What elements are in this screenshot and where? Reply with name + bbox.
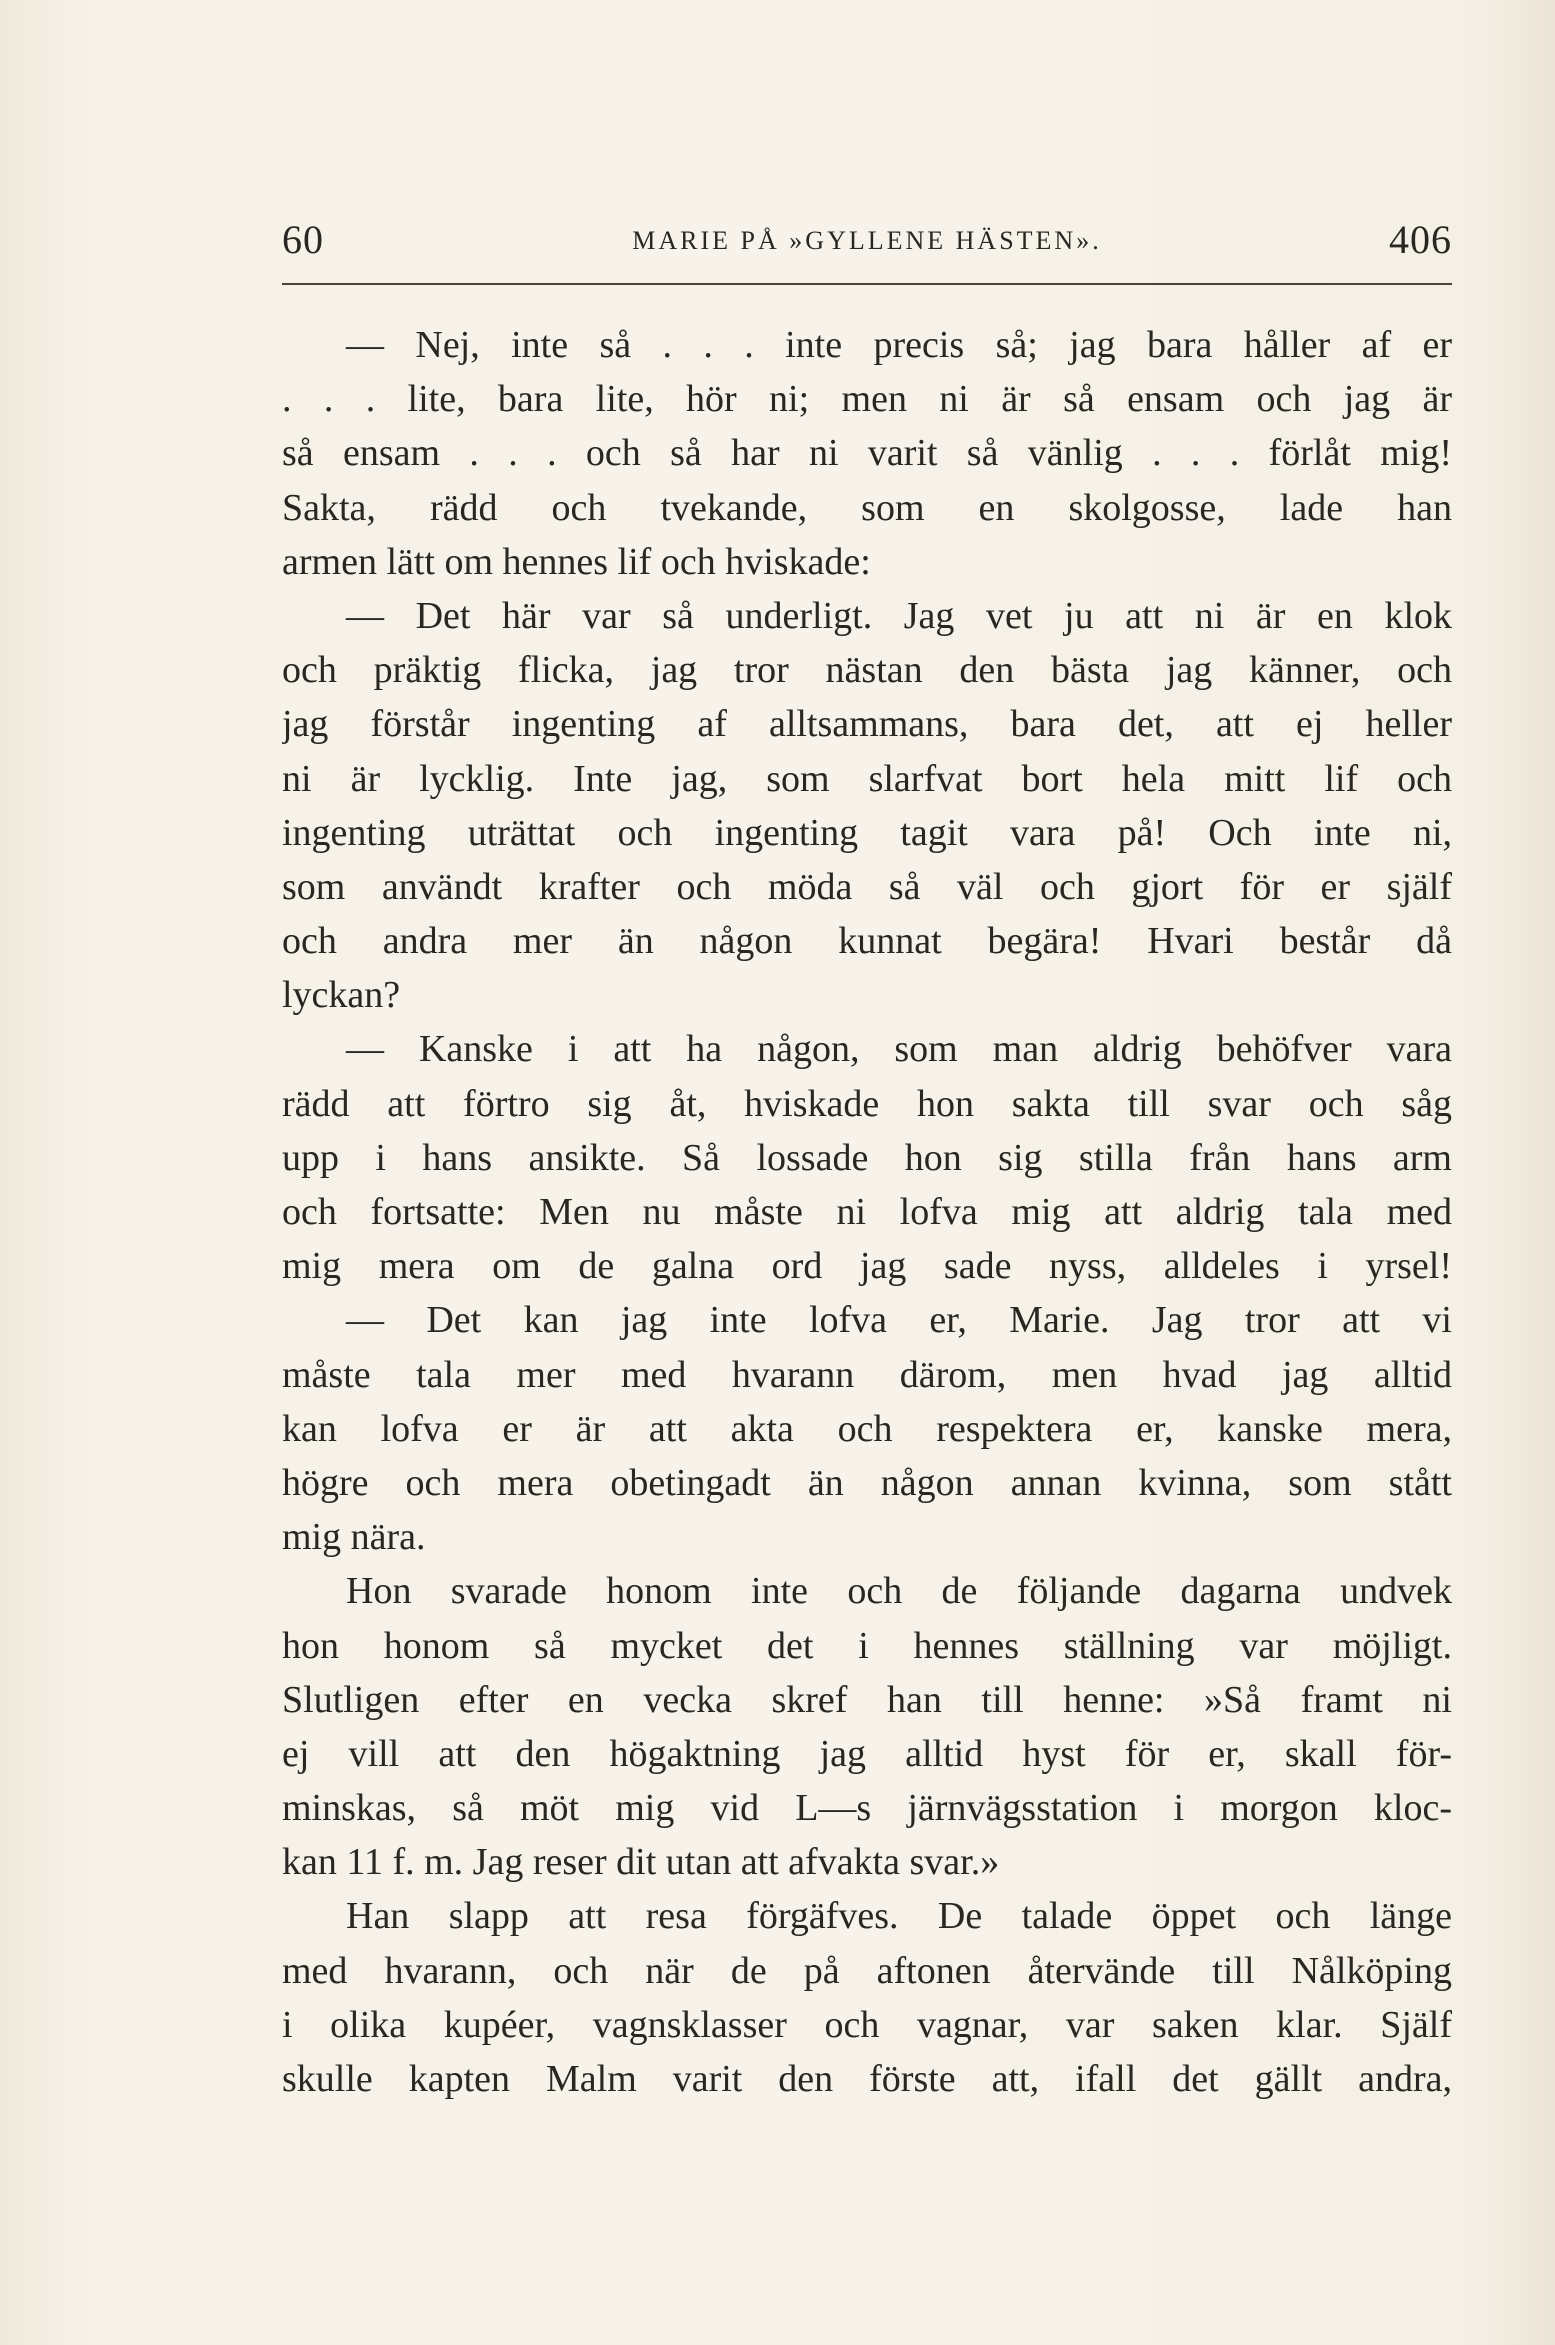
text-line: högre och mera obetingadt än någon annan kvinna, som stått <box>282 1461 1452 1504</box>
text-line: minskas, så möt mig vid L—s järnvägsstation i morgon kloc- <box>282 1787 1452 1830</box>
text-line: ingenting uträttat och ingenting tagit vara på! Och inte ni, <box>282 811 1452 854</box>
text-line: rädd att förtro sig åt, hviskade hon sakta till svar och såg <box>282 1082 1452 1125</box>
sheet-number: 406 <box>1389 217 1452 262</box>
text-line: som användt krafter och möda så väl och gjort för er själf <box>282 865 1452 908</box>
text-line: så ensam . . . och så har ni varit så vänlig . . . förlåt mig! <box>282 432 1452 475</box>
text-line: Hon svarade honom inte och de följande dagarna undvek <box>346 1570 1452 1613</box>
text-line: Han slapp att resa förgäfves. De talade öppet och länge <box>346 1895 1452 1938</box>
text-line: kan lofva er är att akta och respektera er, kanske mera, <box>282 1407 1452 1450</box>
page-number: 60 <box>282 217 324 262</box>
text-line: Slutligen efter en vecka skref han till henne: »Så framt ni <box>282 1678 1452 1721</box>
text-line: skulle kapten Malm varit den förste att, ifall det gällt andra, <box>282 2058 1452 2100</box>
text-line: i olika kupéer, vagnsklasser och vagnar, var saken klar. Själf <box>282 2003 1452 2046</box>
text-line: måste tala mer med hvarann därom, men hvad jag alltid <box>282 1353 1452 1396</box>
text-line: ni är lycklig. Inte jag, som slarfvat bort hela mitt lif och <box>282 757 1452 800</box>
text-line: jag förstår ingenting af alltsammans, bara det, att ej heller <box>282 703 1452 746</box>
body-text <box>282 318 1452 2106</box>
text-line: . . . lite, bara lite, hör ni; men ni är så ensam och jag är <box>282 378 1452 421</box>
text-line: upp i hans ansikte. Så lossade hon sig stilla från hans arm <box>282 1136 1452 1179</box>
text-line: armen lätt om hennes lif och hviskade: <box>282 540 871 583</box>
page-header <box>282 216 1452 276</box>
text-line: mig mera om de galna ord jag sade nyss, alldeles i yrsel! <box>282 1245 1452 1288</box>
text-line: — Nej, inte så . . . inte precis så; jag bara håller af er <box>346 324 1452 366</box>
text-line: och andra mer än någon kunnat begära! Hvari består då <box>282 920 1452 963</box>
text-line: Sakta, rädd och tvekande, som en skolgosse, lade han <box>282 486 1452 529</box>
text-line: — Det här var så underligt. Jag vet ju att ni är en klok <box>346 594 1452 637</box>
text-line: lyckan? <box>282 974 401 1017</box>
text-line: kan 11 f. m. Jag reser dit utan att afvakta svar.» <box>282 1841 1000 1884</box>
text-line: hon honom så mycket det i hennes ställning var möjligt. <box>282 1624 1452 1667</box>
text-line: mig nära. <box>282 1516 426 1559</box>
text-line: och präktig flicka, jag tror nästan den bästa jag känner, och <box>282 649 1452 692</box>
text-line: — Kanske i att ha någon, som man aldrig behöfver vara <box>346 1028 1452 1071</box>
text-line: ej vill att den högaktning jag alltid hyst för er, skall för- <box>282 1732 1452 1775</box>
running-head: MARIE PÅ »GYLLENE HÄSTEN». <box>632 226 1102 255</box>
text-line: — Det kan jag inte lofva er, Marie. Jag tror att vi <box>346 1299 1452 1342</box>
text-line: och fortsatte: Men nu måste ni lofva mig att aldrig tala med <box>282 1191 1452 1233</box>
text-line: med hvarann, och när de på aftonen återvände till Nålköping <box>282 1949 1452 1992</box>
header-rule <box>282 283 1452 285</box>
